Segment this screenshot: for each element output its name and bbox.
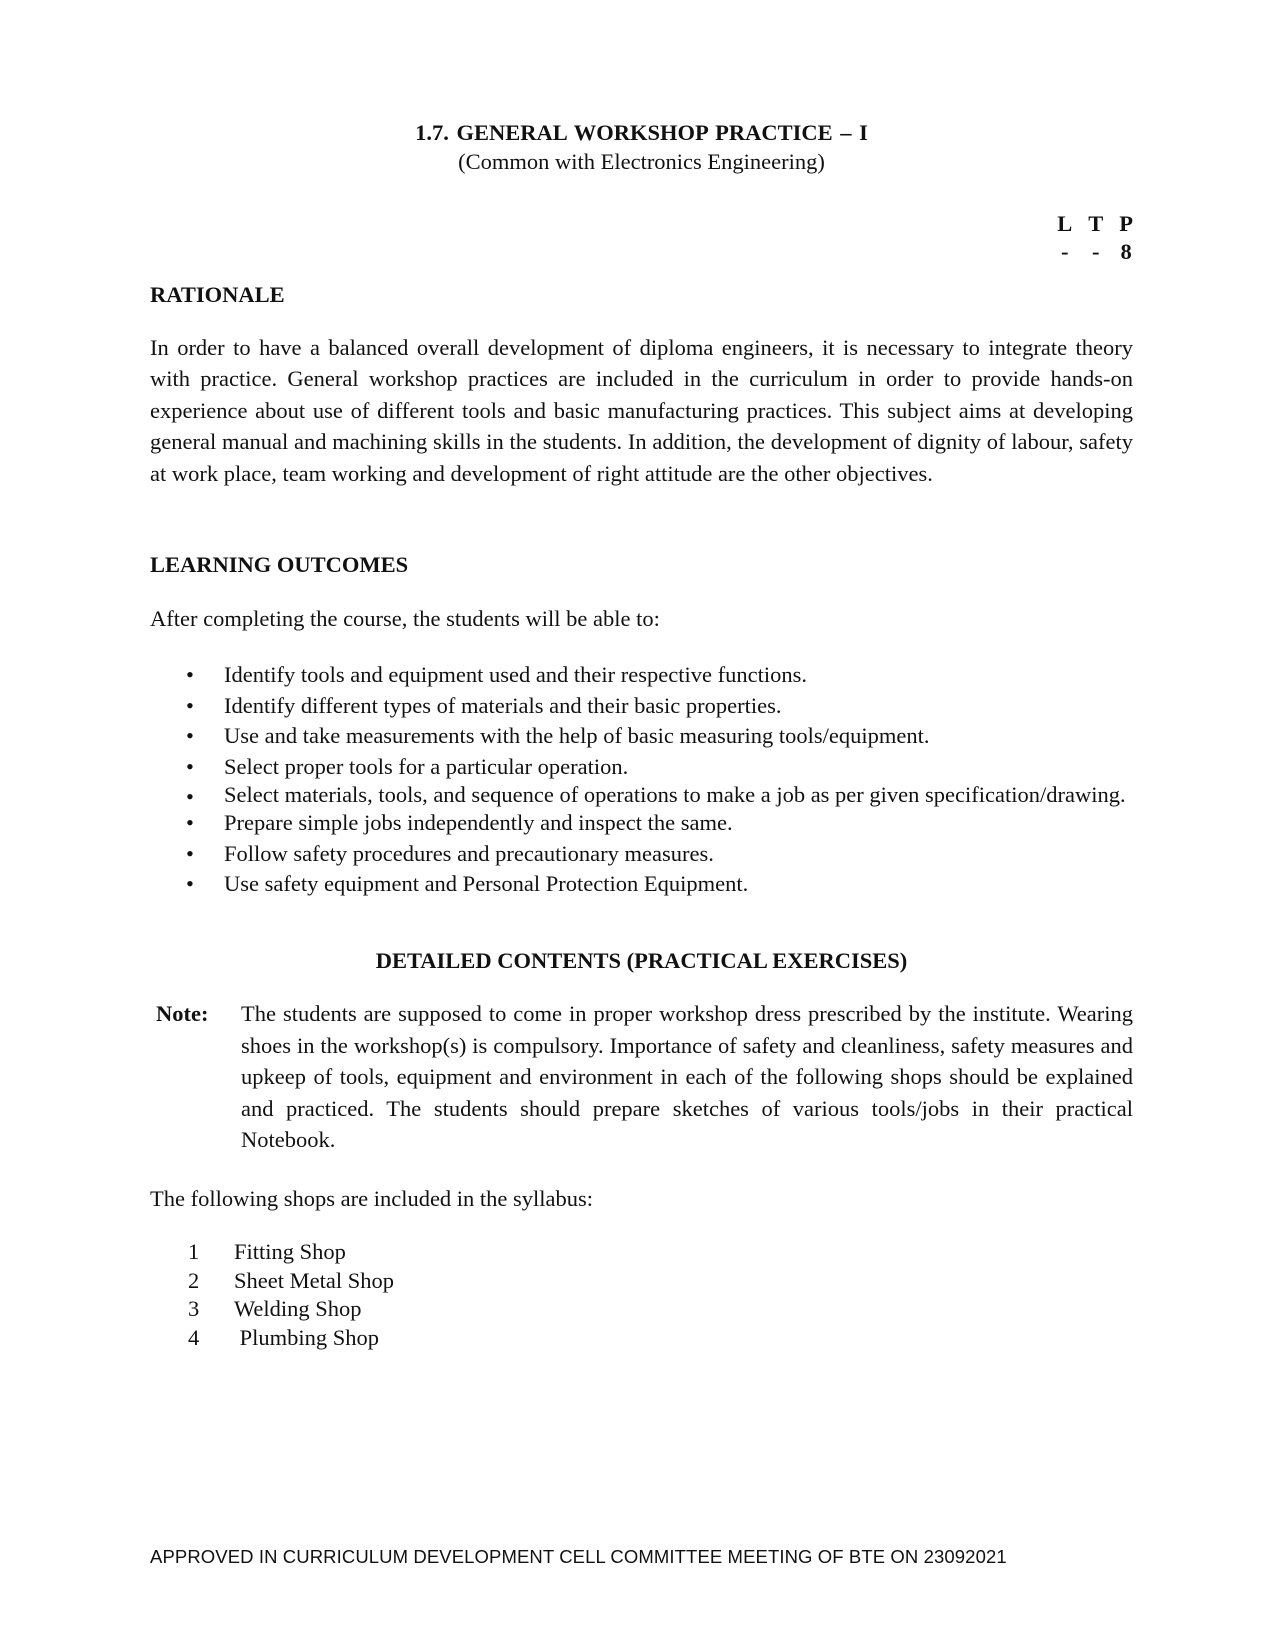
list-item — [150, 1295, 394, 1324]
list-item — [150, 1324, 394, 1353]
ltp-header-t: T — [1088, 211, 1104, 236]
detailed-contents-heading: DETAILED CONTENTS (PRACTICAL EXERCISES) — [375, 948, 908, 973]
ltp-block — [1041, 210, 1133, 266]
list-item: • Identify different types of materials and their basic properties. — [150, 691, 1133, 722]
shops-intro: The following shops are included in the syllabus: — [150, 1186, 594, 1211]
course-title: 1.7. GENERAL WORKSHOP PRACTICE – I — [415, 120, 868, 145]
bullet-icon: • — [186, 723, 194, 748]
learning-outcomes-list — [150, 660, 1133, 900]
shops-list — [150, 1238, 394, 1352]
shop-name: Plumbing Shop — [234, 1324, 380, 1350]
rationale-heading: RATIONALE — [150, 282, 285, 307]
learning-outcomes-heading: LEARNING OUTCOMES — [150, 552, 409, 577]
list-item: • Prepare simple jobs independently and inspect the same. — [150, 808, 1133, 839]
ltp-value-t: - — [1091, 239, 1100, 264]
shop-name: Welding Shop — [234, 1296, 362, 1321]
ltp-header-l: L — [1057, 211, 1073, 236]
approval-footer: APPROVED IN CURRICULUM DEVELOPMENT CELL COMMITTEE MEETING OF BTE ON 23092021 — [150, 1546, 1007, 1567]
ltp-header-p: P — [1119, 211, 1133, 236]
shop-name: Fitting Shop — [234, 1239, 346, 1264]
ltp-value-p: 8 — [1120, 239, 1132, 264]
list-item — [150, 1238, 394, 1267]
shop-number: 1 — [188, 1239, 200, 1264]
bullet-icon: • — [186, 840, 194, 866]
bullet-icon: • — [186, 753, 194, 779]
list-item: • Identify tools and equipment used and their respective functions. — [150, 660, 1133, 691]
list-item: • Follow safety procedures and precautionary measures. — [150, 839, 1133, 870]
note-label: Note: — [156, 1001, 209, 1026]
note-text: The students are supposed to come in proper workshop dress prescribed by the institute. Wearing shoes in the workshop(s) is compulsory. Importance of safety and cleanliness, safety measures and upkeep of tools, equipment and environment in each of the following shops should be explained and practiced. The students should prepare sketches of various tools/jobs in their practical Notebook. — [241, 1001, 1133, 1153]
bullet-icon: • — [186, 662, 194, 687]
shop-number: 4 — [188, 1324, 200, 1350]
bullet-icon: • — [186, 810, 194, 835]
learning-outcomes-intro: After completing the course, the students will be able to: — [150, 606, 660, 631]
list-item: • Use safety equipment and Personal Protection Equipment. — [150, 869, 1133, 900]
document-page — [150, 118, 1133, 1350]
list-item: • Select materials, tools, and sequence of operations to make a job as per given specification/drawing. — [150, 782, 1133, 808]
ltp-value-l: - — [1060, 239, 1069, 264]
bullet-icon: • — [186, 692, 194, 718]
rationale-text: In order to have a balanced overall development of diploma engineers, it is necessary to integrate theory with practice. General workshop practices are included in the curriculum in order to provide hands-on experience about use of different tools and basic manufacturing practices. This subject aims at developing general manual and machining skills in the students. In addition, the development of dignity of labour, safety at work place, team working and development of right attitude are the other objectives. — [150, 335, 1133, 486]
shop-number: 2 — [188, 1267, 200, 1293]
list-item — [150, 1267, 394, 1296]
course-header — [150, 118, 1133, 176]
shop-number: 3 — [188, 1296, 200, 1321]
shop-name: Sheet Metal Shop — [234, 1267, 394, 1293]
course-subtitle: (Common with Electronics Engineering) — [458, 149, 825, 174]
note-block — [150, 998, 1133, 1156]
bullet-icon: • — [186, 784, 194, 809]
list-item: • Select proper tools for a particular operation. — [150, 752, 1133, 783]
bullet-icon: • — [186, 871, 194, 896]
list-item: • Use and take measurements with the help of basic measuring tools/equipment. — [150, 721, 1133, 752]
